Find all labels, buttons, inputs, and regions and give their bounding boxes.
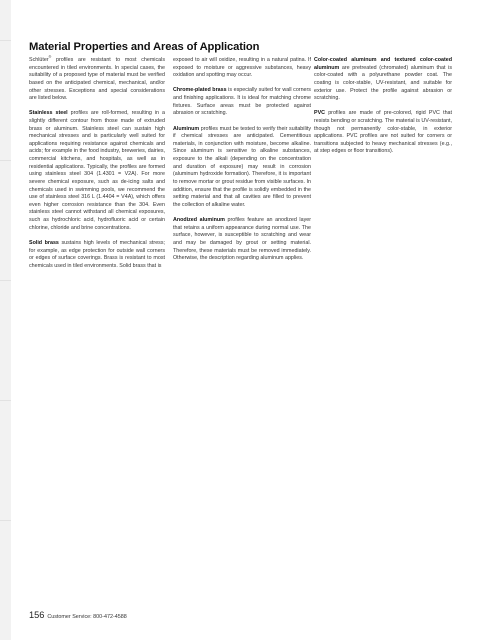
customer-service-text: Customer Service: 800-472-4588 bbox=[47, 614, 127, 620]
paragraph bbox=[29, 57, 165, 103]
paragraph bbox=[173, 126, 311, 210]
paragraph bbox=[173, 217, 311, 263]
paragraph bbox=[29, 110, 165, 232]
paragraph-lead: Stainless steel bbox=[29, 110, 68, 117]
paragraph-body: is especially suited for wall corners and finishing applications. It is ideal for matching chrome fixtures. Surface areas must be protected against abrasion or scratching. bbox=[173, 87, 311, 117]
paragraph-body: sustains high levels of mechanical stress; for example, as edge protection for outside wall corners or edges of surface coverings. Brass is resistant to most chemicals used in tiled environments. Solid brass that is bbox=[29, 239, 165, 269]
page-number: 156 bbox=[29, 610, 45, 620]
paragraph-lead: Solid brass bbox=[29, 239, 59, 246]
paragraph bbox=[173, 57, 311, 80]
paragraph-prefix: Schlüter bbox=[29, 57, 49, 63]
paragraph bbox=[314, 57, 452, 103]
paragraph-lead: Chrome-plated brass bbox=[173, 87, 227, 94]
text-column-2 bbox=[173, 57, 311, 270]
registered-mark: ® bbox=[48, 55, 52, 60]
paragraph-body: profiles are roll-formed, resulting in a slightly different contour from those made of extruded brass or aluminum. Stainless steel can sustain high mechanical stresses and is particularly well suited for applications requiring resistance against chemicals and acids; for example in the food industry, breweries, dairies, commercial kitchens, and hospitals, as well as in residential applications. Typically, the profiles are formed using stainless steel 304 (1.4301 = V2A). For more severe chemical exposure, such as de-icing salts and chemicals used in swimming pools, we recommend the use of stainless steel 316 L (1.4404 = V4A), which offers even higher corrosion resistance than the 304. Even stainless steel cannot withstand all chemical exposures, such as hydrochloric acid, hydrofluoric acid or certain chlorine, chloride and brine concentrations. bbox=[29, 110, 165, 231]
paragraph-body: exposed to air will oxidize, resulting in a natural patina. If exposed to moisture or aggressive substances, heavy oxidation and spotting may occur. bbox=[173, 57, 311, 79]
edge-divider bbox=[0, 160, 11, 161]
paragraph-lead: Aluminum bbox=[173, 125, 200, 132]
paragraph-body: profiles are made of pre-colored, rigid PVC that resists bending or scratching. The material is UV-resistant, though not permanently color-stable, in exterior applications. PVC profiles are not suited for corners or transitions subjected to heavy mechanical stresses (e.g., at step edges or floor transitions). bbox=[314, 110, 453, 155]
edge-divider bbox=[0, 40, 11, 41]
paragraph-lead: PVC bbox=[314, 110, 325, 117]
paragraph-body: profiles feature an anodized layer that retains a uniform appearance during normal use. The surface, however, is susceptible to scratching and wear and may be damaged by grout or setting material. Therefore, these materials must be removed immediately. Otherwise, the description regarding aluminum applies. bbox=[173, 217, 311, 262]
edge-divider bbox=[0, 520, 11, 521]
page-title: Material Properties and Areas of Application bbox=[29, 41, 260, 53]
paragraph-lead: Anodized aluminum bbox=[173, 217, 225, 224]
page-footer bbox=[29, 605, 127, 623]
paragraph bbox=[29, 240, 165, 271]
edge-divider bbox=[0, 400, 11, 401]
edge-divider bbox=[0, 280, 11, 281]
paragraph-body: profiles are resistant to most chemicals encountered in tiled environments. In special cases, the suitability of a proposed type of material must be verified based on the anticipated chemical, mechanical, and/or other stresses. Exceptions and special considerations are listed below. bbox=[29, 57, 165, 102]
page-edge-strip bbox=[0, 0, 11, 640]
text-column-1 bbox=[29, 57, 165, 278]
paragraph-lead: Color-coated aluminum and textured color-coated aluminum bbox=[314, 57, 452, 71]
paragraph bbox=[173, 87, 311, 118]
text-column-3 bbox=[314, 57, 452, 164]
paragraph-body: profiles must be tested to verify their suitability if chemical stresses are anticipated. Cementitious materials, in conjunction with moisture, become alkaline. Since aluminum is sensitive to alkaline substances, exposure to the alkali (depending on the concentration and duration of exposure) may result in corrosion (aluminum hydroxide formation). Therefore, it is important to remove mortar or grout residue from visible surfaces. In addition, ensure that the profile is solidly embedded in the setting material and that all cavities are filled to prevent the collection of alkaline water. bbox=[173, 125, 311, 208]
paragraph-body: are pretreated (chromated) aluminum that is color-coated with a polyurethane powder coat. The coating is color-stable, UV-resistant, and suitable for exterior use. Protect the profile against abrasion or scratching. bbox=[314, 64, 452, 102]
paragraph bbox=[314, 110, 452, 156]
